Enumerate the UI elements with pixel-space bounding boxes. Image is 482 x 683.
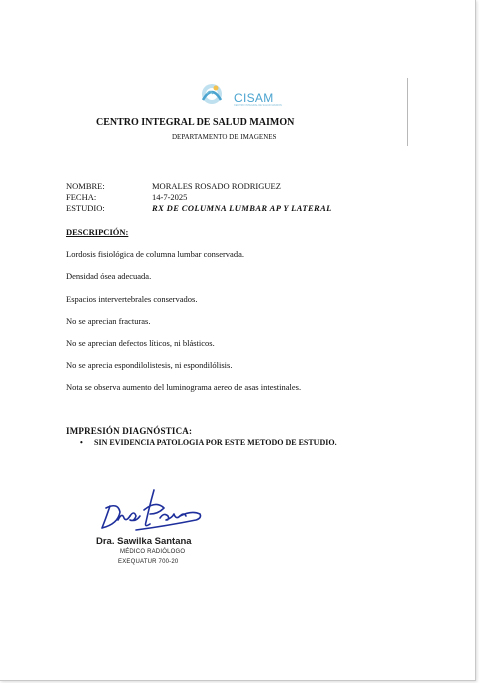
date-value: 14-7-2025 [152,192,188,202]
study-label: ESTUDIO: [66,203,105,213]
department-name: DEPARTAMENTO DE IMAGENES [172,133,277,141]
finding-item: Densidad ósea adecuada. [66,271,152,281]
header-divider [407,78,408,146]
impression-text: SIN EVIDENCIA PATOLOGIA POR ESTE METODO DE ESTUDIO. [94,438,337,447]
date-label: FECHA: [66,192,97,202]
handwritten-signature [96,486,206,536]
finding-item: Espacios intervertebrales conservados. [66,294,198,304]
finding-item: No se aprecia espondilolistesis, ni espondilólisis. [66,360,233,370]
physician-role: MÉDICO RADIÓLOGO [120,549,186,555]
finding-item: No se aprecian defectos líticos, ni blásticos. [66,338,215,348]
logo-subtext: CENTRO INTEGRAL DE SALUD MAIMON [234,104,282,107]
name-label: NOMBRE: [66,181,105,191]
finding-item: No se aprecian fracturas. [66,316,151,326]
hospital-title: CENTRO INTEGRAL DE SALUD MAIMON [96,117,295,128]
description-heading: DESCRIPCIÓN: [66,227,129,237]
finding-item: Nota se observa aumento del luminograma aereo de asas intestinales. [66,382,302,392]
finding-item: Lordosis fisiológica de columna lumbar conservada. [66,249,244,259]
physician-exequatur: EXEQUATUR 700-20 [118,559,179,565]
impression-item [80,438,337,447]
impression-heading: IMPRESIÓN DIAGNÓSTICA: [66,426,193,436]
study-value: RX DE COLUMNA LUMBAR AP Y LATERAL [152,203,332,213]
bullet-icon: • [80,438,83,447]
logo-text: CISAM [234,91,274,105]
name-value: MORALES ROSADO RODRIGUEZ [152,181,281,191]
physician-name: Dra. Sawilka Santana [96,536,192,547]
